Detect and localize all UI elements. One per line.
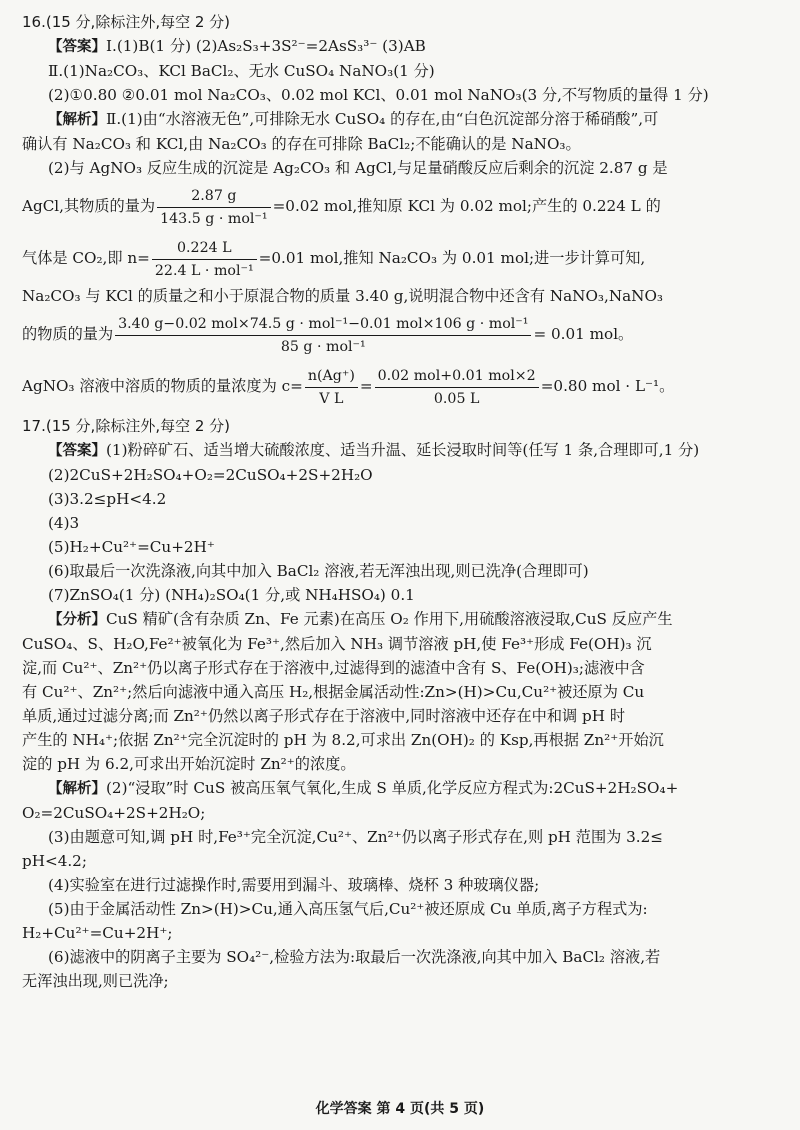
q16-analysis-2e-pre: 的物质的量为: [22, 325, 114, 343]
fraction-denominator: V L: [319, 390, 344, 407]
q16-analysis-2a: (2)与 AgNO₃ 反应生成的沉淀是 Ag₂CO₃ 和 AgCl,与足量硝酸反应后剩余的沉淀 2.87 g 是: [48, 159, 668, 177]
page-footer: 化学答案 第 4 页(共 5 页): [315, 1101, 485, 1117]
q16-analysis-2e-post: = 0.01 mol。: [533, 325, 634, 343]
fenxi-tag: 【分析】: [48, 612, 106, 628]
q17-jiexi-6b: 无浑浊出现,则已洗净;: [22, 972, 169, 990]
q16-analysis-2b-post: =0.02 mol,推知原 KCl 为 0.02 mol;产生的 0.224 L 的: [272, 197, 661, 215]
q16-analysis-1b: 确认有 Na₂CO₃ 和 KCl,由 Na₂CO₃ 的存在可排除 BaCl₂;不能确认的是 NaNO₃。: [22, 135, 581, 153]
q17-jiexi-2b: O₂=2CuSO₄+2S+2H₂O;: [22, 804, 206, 822]
q17-jiexi-2a-text: (2)“浸取”时 CuS 被高压氧气氧化,生成 S 单质,化学反应方程式为:2CuS+2H₂SO₄+: [106, 779, 679, 797]
q16-analysis-2e: [22, 308, 782, 360]
q17-jiexi-4: (4)实验室在进行过滤操作时,需要用到漏斗、玻璃棒、烧杯 3 种玻璃仪器;: [48, 876, 540, 894]
q17-analysis-4: 有 Cu²⁺、Zn²⁺;然后向滤液中通入高压 H₂,根据金属活动性:Zn>(H)>Cu,Cu²⁺被还原为 Cu: [22, 683, 645, 701]
q17-header: 17.(15 分,除标注外,每空 2 分): [22, 417, 231, 435]
q16-analysis-2c-pre: 气体是 CO₂,即 n=: [22, 249, 150, 267]
q16-answer-ii-2: (2)①0.80 ②0.01 mol Na₂CO₃、0.02 mol KCl、0.01 mol NaNO₃(3 分,不写物质的量得 1 分): [48, 86, 709, 104]
q17-answer-1-text: (1)粉碎矿石、适当增大硫酸浓度、适当升温、延长浸取时间等(任写 1 条,合理即可,1 分): [106, 441, 700, 459]
fraction-denominator: 22.4 L · mol⁻¹: [154, 262, 254, 279]
q16-header: 16.(15 分,除标注外,每空 2 分): [22, 13, 231, 31]
answer-tag: 【答案】: [48, 39, 106, 55]
q16-analysis-2f-pre: AgNO₃ 溶液中溶质的物质的量浓度为 c=: [22, 377, 303, 395]
q17-jiexi-5b: H₂+Cu²⁺=Cu+2H⁺;: [22, 924, 173, 942]
q17-analysis-5: 单质,通过过滤分离;而 Zn²⁺仍然以离子形式存在于溶液中,同时溶液中还存在中和调 pH 时: [22, 707, 626, 725]
fraction-denominator: 143.5 g · mol⁻¹: [160, 210, 268, 227]
q17-analysis-6: 产生的 NH₄⁺;依据 Zn²⁺完全沉淀时的 pH 为 8.2,可求出 Zn(OH)₂ 的 Ksp,再根据 Zn²⁺开始沉: [22, 731, 664, 749]
fraction-denominator: 85 g · mol⁻¹: [280, 338, 366, 355]
q17-answer-3: (3)3.2≤pH<4.2: [48, 490, 167, 508]
q16-analysis-1a: [22, 107, 782, 132]
q16-answer-i-text: Ⅰ.(1)B(1 分) (2)As₂S₃+3S²⁻=2AsS₃³⁻ (3)AB: [106, 37, 426, 55]
fraction-concentration-values: [375, 366, 539, 409]
q16-analysis-2f: AgNO₃ 溶液中溶质的物质的量浓度为 c= $\frac{n(Ag^+)}{\text{V L}}$ = $\frac{\text{0.02 mol+0.01 mol×2}}{0.05 L}$ =0.80 mol · L⁻¹。: [22, 367, 675, 407]
fraction-nano3-moles: [115, 314, 531, 357]
q17-jiexi-3b: pH<4.2;: [22, 852, 87, 870]
analysis-tag: 【解析】: [48, 781, 106, 797]
q17-jiexi-6a: (6)滤液中的阴离子主要为 SO₄²⁻,检验方法为:取最后一次洗涤液,向其中加入 BaCl₂ 溶液,若: [48, 948, 661, 966]
q16-answer-i: [22, 34, 782, 59]
fraction-numerator: 2.87 g: [157, 186, 270, 208]
q16-analysis-2b-pre: AgCl,其物质的量为: [22, 197, 156, 215]
q16-analysis-2f-post: =0.80 mol · L⁻¹。: [540, 377, 675, 395]
fraction-co2-moles: [152, 238, 257, 281]
q17-answer-2: (2)2CuS+2H₂SO₄+O₂=2CuSO₄+2S+2H₂O: [48, 466, 373, 484]
q16-answer-ii-1: Ⅱ.(1)Na₂CO₃、KCl BaCl₂、无水 CuSO₄ NaNO₃(1 分): [48, 62, 435, 80]
q17-analysis-3: 淀,而 Cu²⁺、Zn²⁺仍以离子形式存在于溶液中,过滤得到的滤渣中含有 S、Fe(OH)₃;滤液中含: [22, 659, 645, 677]
q17-answer-4: (4)3: [48, 514, 80, 532]
q16-analysis-1a-text: Ⅱ.(1)由“水溶液无色”,可排除无水 CuSO₄ 的存在,由“白色沉淀部分溶于稀硝酸”,可: [106, 110, 659, 128]
q16-analysis-2d: Na₂CO₃ 与 KCl 的质量之和小于原混合物的质量 3.40 g,说明混合物中还含有 NaNO₃,NaNO₃: [22, 287, 664, 305]
fraction-denominator: 0.05 L: [433, 390, 480, 407]
q17-jiexi-3a: (3)由题意可知,调 pH 时,Fe³⁺完全沉淀,Cu²⁺、Zn²⁺仍以离子形式存在,则 pH 范围为 3.2≤: [48, 828, 664, 846]
fraction-numerator: 0.224 L: [152, 238, 257, 260]
fraction-numerator: 0.02 mol+0.01 mol×2: [375, 366, 539, 388]
q17-analysis-7: 淀的 pH 为 6.2,可求出开始沉淀时 Zn²⁺的浓度。: [22, 755, 356, 773]
q17-analysis-1-text: CuS 精矿(含有杂质 Zn、Fe 元素)在高压 O₂ 作用下,用硫酸溶液浸取,CuS 反应产生: [106, 610, 673, 628]
analysis-tag: 【解析】: [48, 112, 106, 128]
q17-analysis-2: CuSO₄、S、H₂O,Fe²⁺被氧化为 Fe³⁺,然后加入 NH₃ 调节溶液 pH,使 Fe³⁺形成 Fe(OH)₃ 沉: [22, 635, 652, 653]
q17-jiexi-5a: (5)由于金属活动性 Zn>(H)>Cu,通入高压氢气后,Cu²⁺被还原成 Cu 单质,离子方程式为:: [48, 900, 648, 918]
q17-jiexi-2a: [22, 776, 782, 801]
answer-page: [22, 10, 782, 993]
q16-analysis-2c: [22, 232, 782, 284]
q17-answer-1: [22, 438, 782, 463]
q16-analysis-2b: [22, 180, 782, 232]
fraction-agcl-moles: [157, 186, 270, 229]
q17-analysis-1: [22, 607, 782, 632]
fraction-numerator: 3.40 g−0.02 mol×74.5 g · mol⁻¹−0.01 mol×106 g · mol⁻¹: [115, 314, 531, 336]
q17-answer-7: (7)ZnSO₄(1 分) (NH₄)₂SO₄(1 分,或 NH₄HSO₄) 0.1: [48, 586, 415, 604]
fraction-concentration-formula: [305, 366, 358, 409]
q17-answer-5: (5)H₂+Cu²⁺=Cu+2H⁺: [48, 538, 215, 556]
answer-tag: 【答案】: [48, 443, 106, 459]
fraction-numerator: n(Ag⁺): [305, 366, 358, 388]
q16-analysis-2c-post: =0.01 mol,推知 Na₂CO₃ 为 0.01 mol;进一步计算可知,: [258, 249, 646, 267]
q17-answer-6: (6)取最后一次洗涤液,向其中加入 BaCl₂ 溶液,若无浑浊出现,则已洗净(合理即可): [48, 562, 589, 580]
